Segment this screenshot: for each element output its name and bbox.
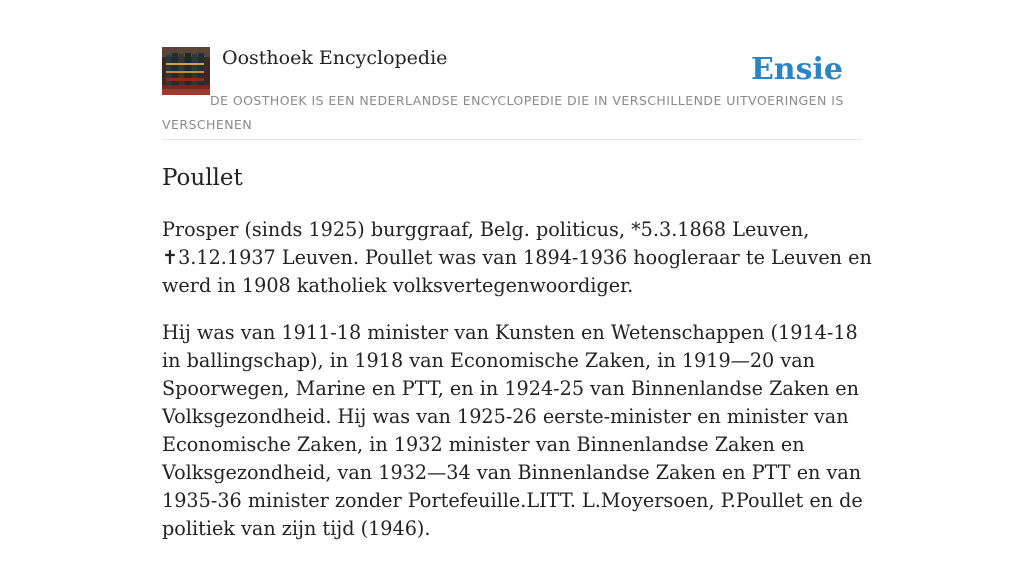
book-spines-avatar-icon[interactable] xyxy=(162,47,210,95)
site-name[interactable]: Oosthoek Encyclopedie xyxy=(222,47,448,69)
article-body xyxy=(162,216,882,562)
article-paragraph: Hij was van 1911-18 minister van Kunsten en Wetenschappen (1914-18 in ballingschap), in 1918 van Economische Zaken, in 1919—20 van Spoorwegen, Marine en PTT, en in 1924-25 van Binnenlandse Zaken en Volksgezondheid. Hij was van 1925-26 eerste-minister en minister van Economische Zaken, in 1932 minister van Binnenlandse Zaken en Volksgezondheid, van 1932—34 van Binnenlandse Zaken en PTT en van 1935-36 minister zonder Portefeuille.LITT. L.Moyersoen, P.Poullet en de politiek van zijn tijd (1946). xyxy=(162,321,863,540)
brand-logo[interactable]: Ensie xyxy=(750,52,843,87)
article-title: Poullet xyxy=(162,165,243,191)
site-header xyxy=(162,46,862,140)
article-paragraph: Prosper (sinds 1925) burggraaf, Belg. politicus, *5.3.1868 Leuven, ✝3.12.1937 Leuven. Poullet was van 1894-1936 hoogleraar te Leuven en werd in 1908 katholiek volksvertegenwoordiger. xyxy=(162,218,872,297)
site-tagline: DE OOSTHOEK IS EEN NEDERLANDSE ENCYCLOPEDIE DIE IN VERSCHILLENDE UITVOERINGEN IS VERSCHENEN xyxy=(162,93,844,132)
